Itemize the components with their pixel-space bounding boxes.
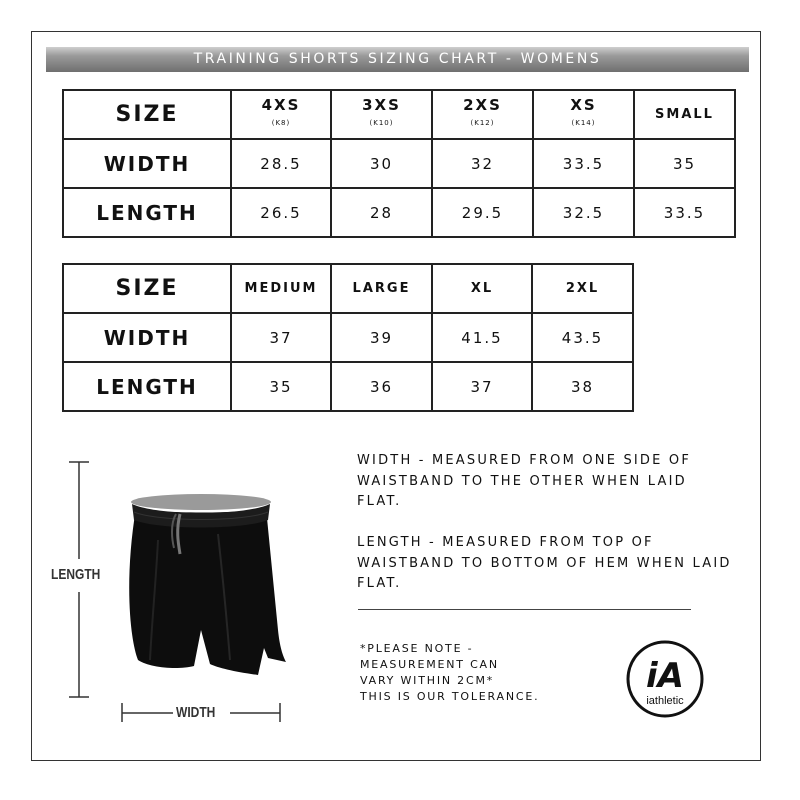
- size-medium: MEDIUM: [231, 264, 331, 313]
- width-value: 33.5: [533, 139, 634, 188]
- width-value: 30: [331, 139, 432, 188]
- note-line: VARY WITHIN 2CM*: [360, 674, 495, 687]
- size-large: LARGE: [331, 264, 432, 313]
- size-header: SIZE: [63, 90, 231, 139]
- size-xs: XS (K14): [533, 90, 634, 139]
- table-row-width: [63, 139, 735, 188]
- logo-name: iathletic: [646, 695, 684, 707]
- table-row-size: [63, 264, 633, 313]
- length-value: 35: [231, 362, 331, 411]
- size-xl: XL: [432, 264, 532, 313]
- table-row-size: [63, 90, 735, 139]
- width-value: 39: [331, 313, 432, 362]
- logo-mark: iA: [646, 656, 684, 696]
- size-table-small: [62, 89, 736, 238]
- width-row-label: WIDTH: [63, 139, 231, 188]
- divider-line: [358, 609, 691, 610]
- size-2xl: 2XL: [532, 264, 633, 313]
- iathletic-logo: [626, 640, 706, 718]
- width-value: 41.5: [432, 313, 532, 362]
- width-value: 32: [432, 139, 533, 188]
- width-description: WIDTH - MEASURED FROM ONE SIDE OF WAISTBAND TO THE OTHER WHEN LAID FLAT.: [357, 453, 691, 509]
- length-value: 36: [331, 362, 432, 411]
- width-value: 28.5: [231, 139, 331, 188]
- length-value: 33.5: [634, 188, 735, 237]
- length-value: 32.5: [533, 188, 634, 237]
- size-3xs: 3XS (K10): [331, 90, 432, 139]
- width-dimension-label: WIDTH: [176, 704, 216, 721]
- length-value: 26.5: [231, 188, 331, 237]
- tolerance-note: [360, 641, 610, 705]
- width-value: 35: [634, 139, 735, 188]
- table-row-length: [63, 188, 735, 237]
- table-row-length: [63, 362, 633, 411]
- size-table-large: [62, 263, 634, 412]
- length-row-label: LENGTH: [63, 362, 231, 411]
- size-4xs: 4XS (K8): [231, 90, 331, 139]
- table-row-width: [63, 313, 633, 362]
- length-row-label: LENGTH: [63, 188, 231, 237]
- shorts-illustration: [118, 490, 288, 680]
- size-header: SIZE: [63, 264, 231, 313]
- length-value: 38: [532, 362, 633, 411]
- note-line: *PLEASE NOTE -: [360, 642, 474, 655]
- length-dimension-label: LENGTH: [51, 566, 101, 583]
- note-line: MEASUREMENT CAN: [360, 658, 499, 671]
- note-line: THIS IS OUR TOLERANCE.: [360, 690, 540, 703]
- width-value: 43.5: [532, 313, 633, 362]
- chart-title-banner: TRAINING SHORTS SIZING CHART - WOMENS: [46, 47, 749, 72]
- length-value: 29.5: [432, 188, 533, 237]
- length-value: 28: [331, 188, 432, 237]
- width-value: 37: [231, 313, 331, 362]
- size-small: SMALL: [634, 90, 735, 139]
- size-2xs: 2XS (K12): [432, 90, 533, 139]
- length-value: 37: [432, 362, 532, 411]
- width-row-label: WIDTH: [63, 313, 231, 362]
- length-description: LENGTH - MEASURED FROM TOP OF WAISTBAND TO BOTTOM OF HEM WHEN LAID FLAT.: [357, 535, 732, 591]
